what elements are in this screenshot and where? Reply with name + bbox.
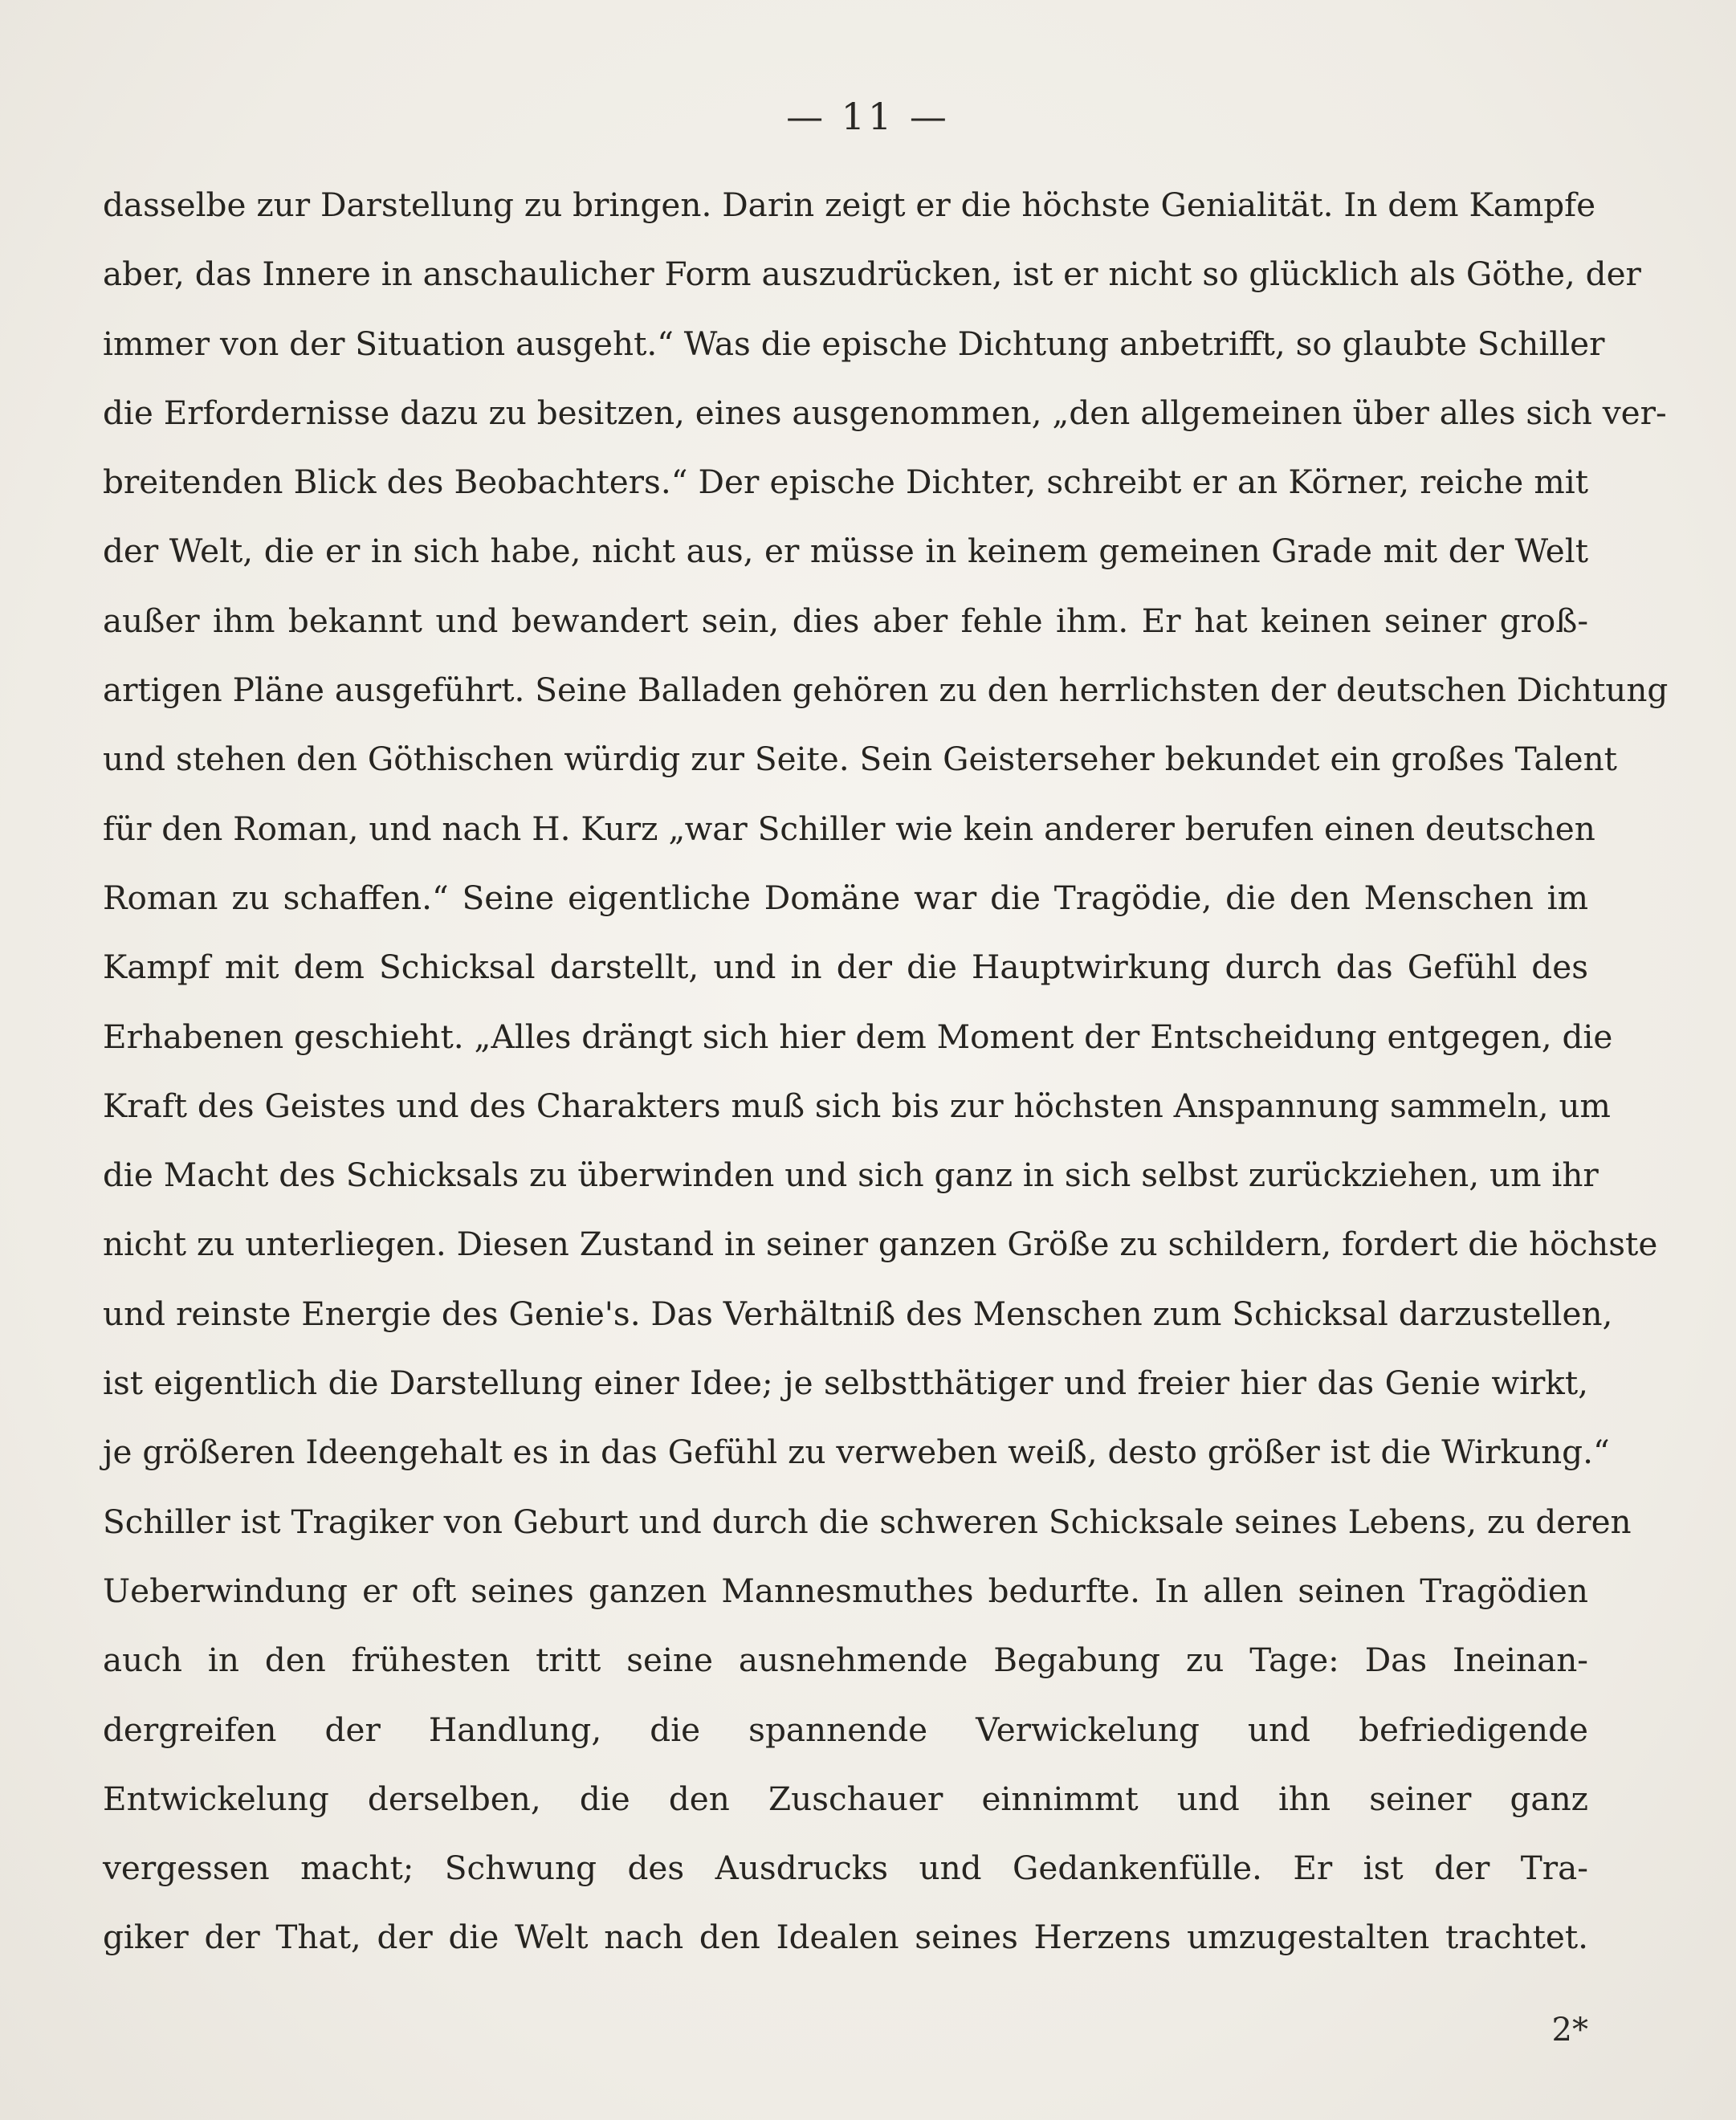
text-line: dergreifen der Handlung, die spannende Verwickelung und befriedigende	[103, 1710, 1588, 1749]
text-line: Erhabenen geschieht. „Alles drängt sich hier dem Moment der Entscheidung entgegen, die	[103, 1017, 1613, 1056]
text-line: die Macht des Schicksals zu überwinden und sich ganz in sich selbst zurückziehen, um ihr	[103, 1156, 1599, 1195]
text-line: breitenden Blick des Beobachters.“ Der epische Dichter, schreibt er an Körner, reiche mit	[103, 463, 1588, 502]
text-line: Roman zu schaffen.“ Seine eigentliche Domäne war die Tragödie, die den Menschen im	[103, 878, 1588, 917]
signature-mark: 2*	[1551, 2012, 1588, 2049]
text-line: und stehen den Göthischen würdig zur Seite. Sein Geisterseher bekundet ein großes Talent	[103, 740, 1617, 779]
text-line: und reinste Energie des Genie's. Das Verhältniß des Menschen zum Schicksal darzustellen,	[103, 1294, 1613, 1333]
text-line: für den Roman, und nach H. Kurz „war Schiller wie kein anderer berufen einen deutschen	[103, 809, 1595, 848]
text-line: nicht zu unterliegen. Diesen Zustand in seiner ganzen Größe zu schildern, fordert die höchste	[103, 1225, 1658, 1264]
text-line: je größeren Ideengehalt es in das Gefühl zu verweben weiß, desto größer ist die Wirkung.“	[103, 1433, 1610, 1472]
text-line: artigen Pläne ausgeführt. Seine Balladen gehören zu den herrlichsten der deutschen Dichtung	[103, 671, 1669, 710]
body-text	[103, 170, 1669, 1972]
text-line: Ueberwindung er oft seines ganzen Mannesmuthes bedurfte. In allen seinen Tragödien	[103, 1571, 1588, 1610]
text-line: Kampf mit dem Schicksal darstellt, und in der die Hauptwirkung durch das Gefühl des	[103, 948, 1588, 987]
text-line: giker der That, der die Welt nach den Idealen seines Herzens umzugestalten trachtet.	[103, 1918, 1588, 1957]
page-number: — 11 —	[786, 95, 950, 138]
text-line: auch in den frühesten tritt seine ausnehmende Begabung zu Tage: Das Ineinan-	[103, 1641, 1588, 1680]
text-line: dasselbe zur Darstellung zu bringen. Darin zeigt er die höchste Genialität. In dem Kampfe	[103, 186, 1596, 224]
text-line: der Welt, die er in sich habe, nicht aus, er müsse in keinem gemeinen Grade mit der Welt	[103, 532, 1588, 571]
text-line: aber, das Innere in anschaulicher Form auszudrücken, ist er nicht so glücklich als Göthe, der	[103, 255, 1641, 294]
text-line: Kraft des Geistes und des Charakters muß sich bis zur höchsten Anspannung sammeln, um	[103, 1086, 1611, 1125]
text-line: die Erfordernisse dazu zu besitzen, eines ausgenommen, „den allgemeinen über alles sich ver-	[103, 393, 1667, 432]
text-line: immer von der Situation ausgeht.“ Was die epische Dichtung anbetrifft, so glaubte Schiller	[103, 324, 1605, 363]
text-line: ist eigentlich die Darstellung einer Idee; je selbstthätiger und freier hier das Genie wirkt,	[103, 1364, 1588, 1403]
text-line: außer ihm bekannt und bewandert sein, dies aber fehle ihm. Er hat keinen seiner groß-	[103, 601, 1588, 640]
text-line: Entwickelung derselben, die den Zuschauer einnimmt und ihn seiner ganz	[103, 1779, 1588, 1818]
text-line: Schiller ist Tragiker von Geburt und durch die schweren Schicksale seines Lebens, zu deren	[103, 1502, 1632, 1541]
text-line: vergessen macht; Schwung des Ausdrucks und Gedankenfülle. Er ist der Tra-	[103, 1849, 1588, 1888]
